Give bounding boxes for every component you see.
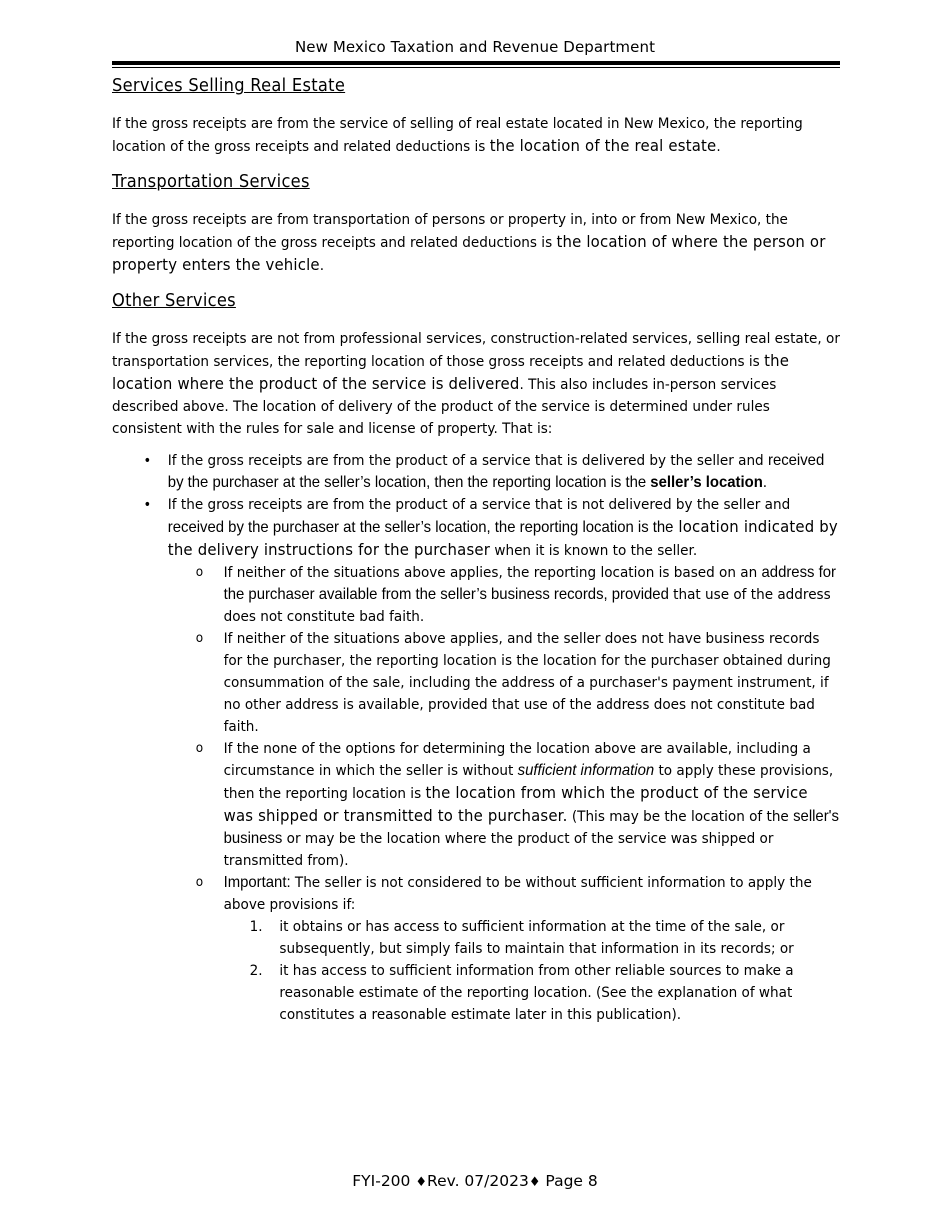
header-rule-thin (112, 67, 840, 68)
list-item (112, 494, 840, 1026)
numbered-item (224, 916, 841, 960)
text: If the gross receipts are from the product of a service that is not delivered by the seller and (167, 496, 791, 513)
paragraph-other-services (112, 328, 840, 440)
emphasis: location indicated by the delivery instructions for the purchaser (167, 517, 838, 559)
sub-list-item (168, 628, 840, 738)
important-label: Important: (223, 874, 291, 891)
sub-list-item (168, 562, 840, 628)
text: address for the purchaser available from the seller’s business records, provided (223, 564, 836, 603)
text: If the gross receipts are from transportation of persons or property in, into or from New Mexico, the reporting location of the gross receipts and related deductions is (112, 211, 788, 251)
numbered-list (224, 916, 841, 1026)
text: received by the purchaser at the seller’s location, the reporting location is the (167, 519, 674, 536)
footer-revision: Rev. 07/2023 (427, 1172, 529, 1190)
header-rule-thick (112, 61, 840, 65)
paragraph-real-estate (112, 113, 840, 158)
circle-bullet-icon: o (195, 565, 204, 580)
diamond-icon: ♦ (415, 1175, 427, 1190)
text: . This also includes in-person services described above. The location of delivery of the product of the service is determined under rules consistent with the rules for sale and license of property. That is: (112, 376, 777, 437)
text: when it is known to the seller. (490, 542, 698, 559)
list-item (112, 450, 840, 494)
sub-list-item (168, 872, 840, 1026)
emphasis: the location from which the product of the service was shipped or transmitted to the purchaser. (223, 783, 808, 825)
text: to apply these provisions, then the reporting location is (223, 762, 834, 802)
paragraph-transportation (112, 209, 840, 277)
footer-page-number: Page 8 (545, 1172, 598, 1190)
text: seller's business (223, 808, 839, 847)
bold-text: seller’s location (650, 474, 763, 491)
text: . (716, 138, 721, 155)
diamond-icon: ♦ (528, 1175, 541, 1190)
circle-bullet-icon: o (195, 741, 204, 756)
page-content (112, 74, 840, 1026)
text: or may be the location where the product of the service was shipped or transmitted from). (223, 830, 774, 869)
heading-other-services: Other Services (112, 291, 236, 311)
sub-list-item (168, 738, 840, 872)
bullet-icon: • (143, 453, 152, 469)
heading-transportation: Transportation Services (112, 172, 310, 192)
page-footer (0, 1172, 950, 1190)
emphasis: the location of the real estate (489, 136, 717, 155)
text: (This may be the location of the (567, 808, 794, 825)
footer-doc-id: FYI-200 (352, 1172, 411, 1190)
text: The seller is not considered to be without sufficient information to apply the above provisions if: (223, 874, 812, 913)
text: it obtains or has access to sufficient information at the time of the sale, or subsequently, but simply fails to maintain that information in its records; or (279, 918, 794, 957)
item-number: 1. (249, 918, 263, 935)
numbered-item (224, 960, 841, 1026)
text: If the none of the options for determining the location above are available, including a circumstance in which the seller is without (223, 740, 811, 779)
item-number: 2. (249, 962, 263, 979)
header-title: New Mexico Taxation and Revenue Department (294, 38, 656, 56)
text: If the gross receipts are not from professional services, construction-related services, selling real estate, or transportation services, the reporting location of those gross receipts and related deductions is (112, 330, 840, 370)
emphasis: the location of where the person or property enters the vehicle (112, 232, 826, 274)
emphasis: the location where the product of the service is delivered (112, 351, 790, 393)
text: it has access to sufficient information from other reliable sources to make a reasonable estimate of the reporting location. (See the explanation of what constitutes a reasonable estimate later in this publication). (279, 962, 794, 1023)
text: If the gross receipts are from the product of a service that is delivered by the seller and (167, 452, 768, 469)
circle-bullet-icon: o (195, 875, 204, 890)
text: If the gross receipts are from the service of selling of real estate located in New Mexico, the reporting location of the gross receipts and related deductions is (112, 115, 803, 155)
text: If neither of the situations above applies, and the seller does not have business records for the purchaser, the reporting location is the location for the purchaser obtained during consummation of the sale, including the address of a purchaser's payment instrument, if no other address is available, provided that use of the address does not constitute bad faith. (223, 630, 831, 735)
bullet-icon: • (143, 497, 152, 513)
circle-bullet-icon: o (195, 631, 204, 646)
text: received by the purchaser at the seller’s location, then the reporting location is the (167, 452, 825, 491)
text: that use of the address does not constitute bad faith. (223, 586, 831, 625)
sub-bullet-list (168, 562, 840, 1026)
text: . (319, 257, 325, 274)
text: . (762, 474, 768, 491)
bullet-list (112, 450, 840, 1026)
heading-real-estate: Services Selling Real Estate (112, 76, 346, 96)
text: If neither of the situations above applies, the reporting location is based on an (223, 564, 762, 581)
italic-text: sufficient information (517, 762, 655, 779)
